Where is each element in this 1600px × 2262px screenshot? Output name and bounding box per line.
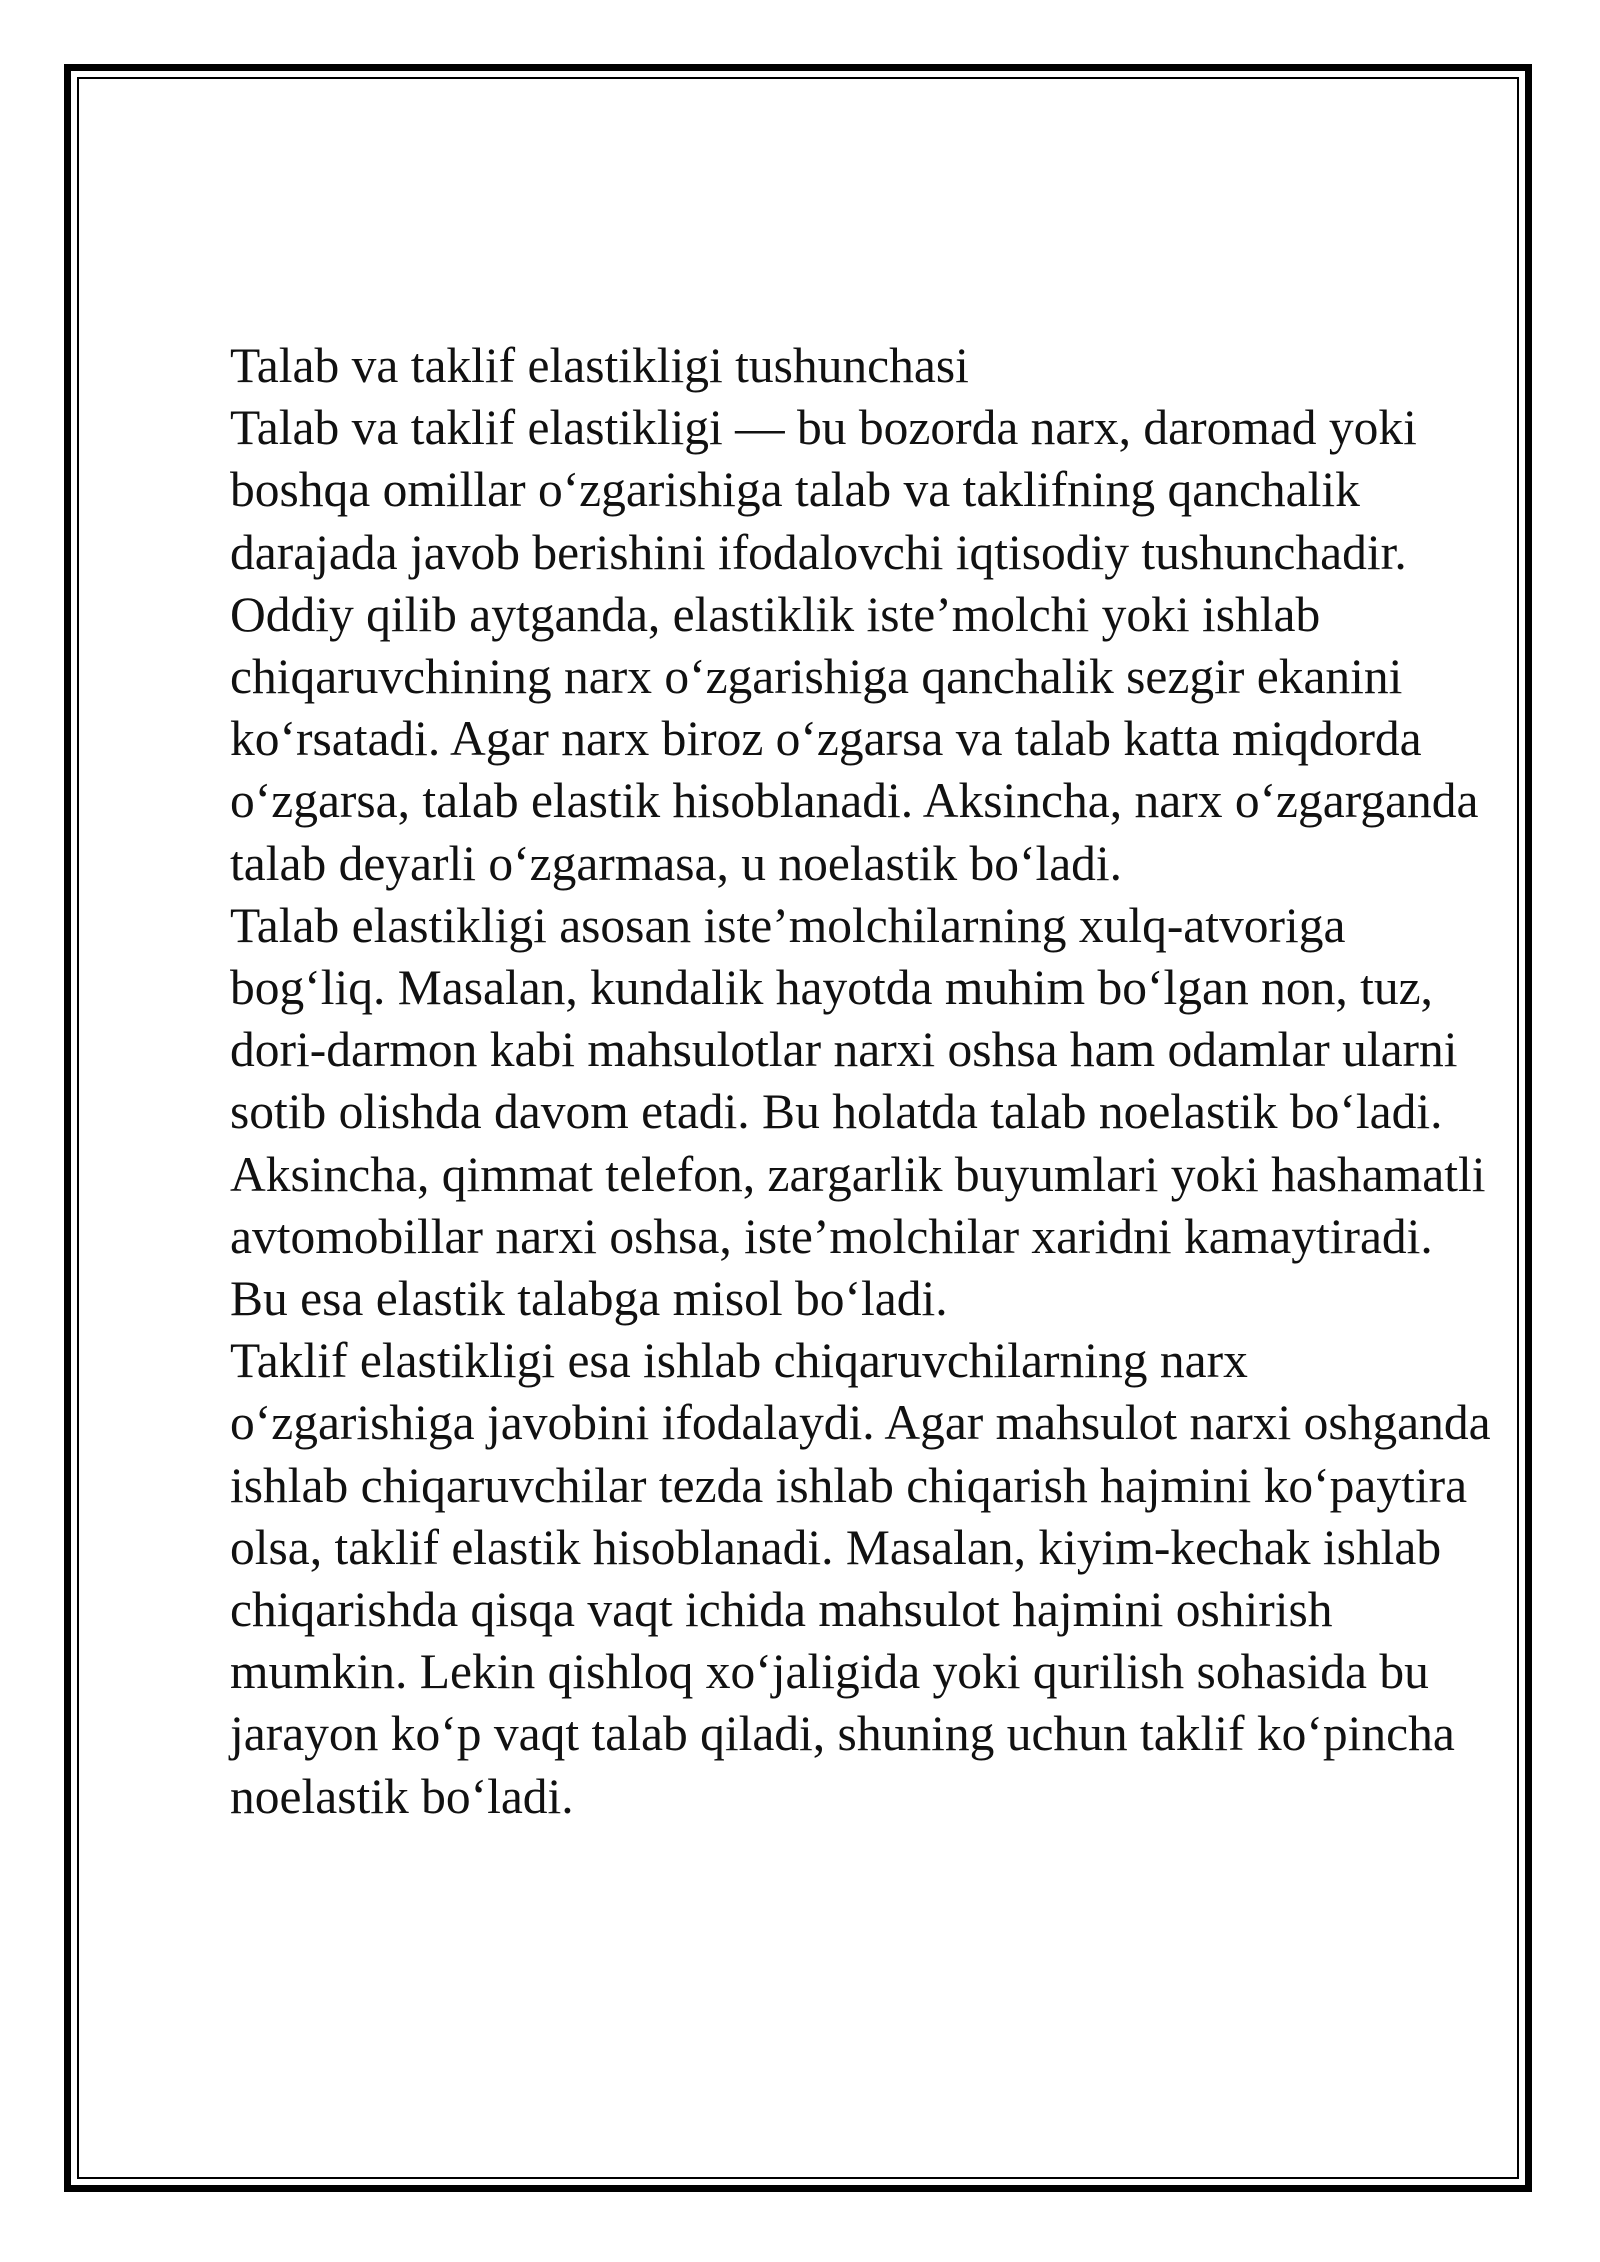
document-title: Talab va taklif elastikligi tushunchasi — [230, 338, 969, 393]
paragraph-1: Talab va taklif elastikligi — bu bozorda narx, daromad yoki boshqa omillar o‘zgarishiga talab va taklifning qanchalik darajada javob berishini ifodalovchi iqtisodiy tushunchadir. Oddiy qilib aytganda, elastiklik iste’molchi yoki ishlab chiqaruvchining narx o‘zgarishiga qanchalik sezgir ekanini ko‘rsatadi. Agar narx biroz o‘zgarsa va talab katta miqdorda o‘zgarsa, talab elastik hisoblanadi. Aksincha, narx o‘zgarganda talab deyarli o‘zgarmasa, u noelastik bo‘ladi. — [230, 400, 1479, 891]
paragraph-2: Talab elastikligi asosan iste’molchilarning xulq-atvoriga bog‘liq. Masalan, kundalik hayotda muhim bo‘lgan non, tuz, dori-darmon kabi mahsulotlar narxi oshsa ham odamlar ularni sotib olishda davom etadi. Bu holatda talab noelastik bo‘ladi. Aksincha, qimmat telefon, zargarlik buyumlari yoki hashamatli avtomobillar narxi oshsa, iste’molchilar xaridni kamaytiradi. Bu esa elastik talabga misol bo‘ladi. — [230, 897, 1486, 1327]
document-body — [230, 335, 1495, 1828]
paragraph-3: Taklif elastikligi esa ishlab chiqaruvchilarning narx o‘zgarishiga javobini ifodalaydi. Agar mahsulot narxi oshganda ishlab chiqaruvchilar tezda ishlab chiqarish hajmini ko‘paytira olsa, taklif elastik hisoblanadi. Masalan, kiyim-kechak ishlab chiqarishda qisqa vaqt ichida mahsulot hajmini oshirish mumkin. Lekin qishloq xo‘jaligida yoki qurilish sohasida bu jarayon ko‘p vaqt talab qiladi, shuning uchun taklif ko‘pincha noelastik bo‘ladi. — [230, 1333, 1491, 1824]
